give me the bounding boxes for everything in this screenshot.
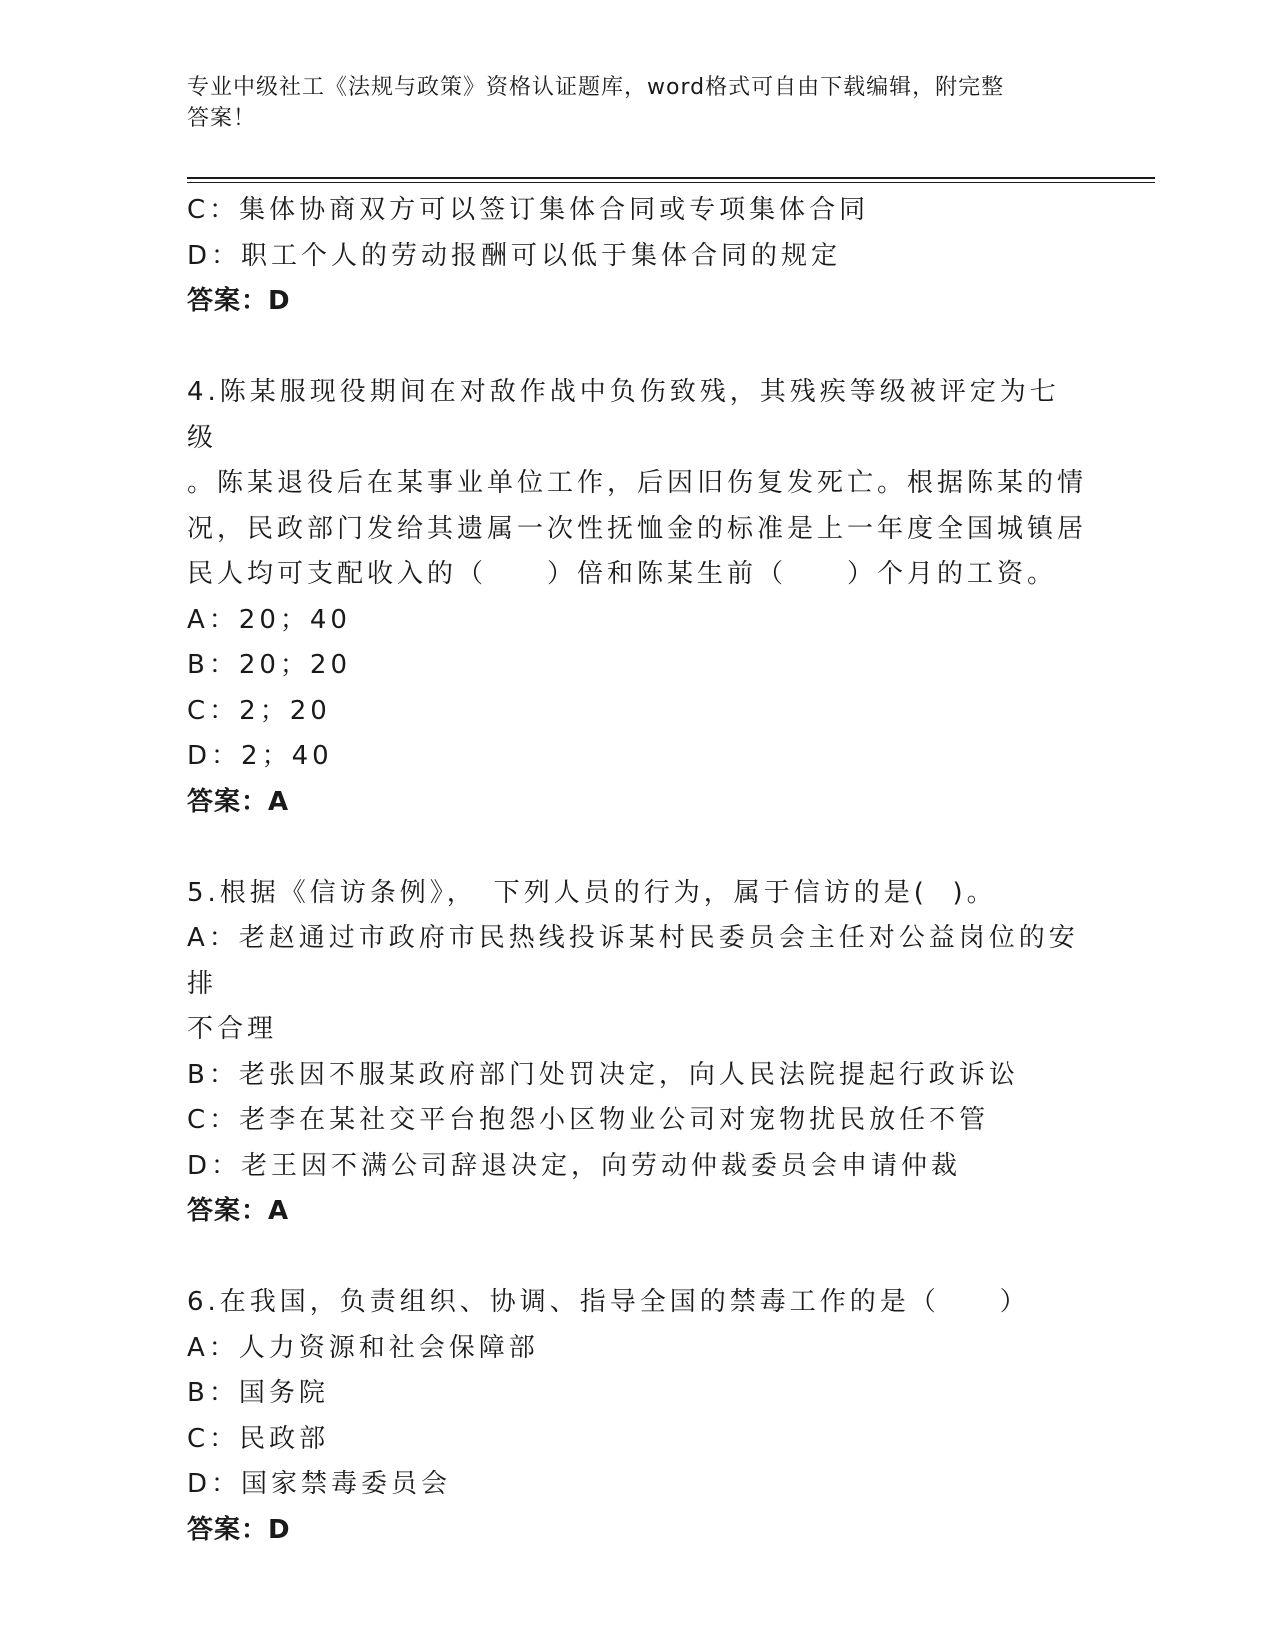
option-a: A：老赵通过市政府市民热线投诉某村民委员会主任对公益岗位的安排 — [187, 923, 1079, 999]
header-divider-thick — [187, 177, 1155, 179]
option-b: B：老张因不服某政府部门处罚决定，向人民法院提起行政诉讼 — [187, 1059, 1019, 1090]
spacer — [187, 1235, 1087, 1281]
option-d: D：2；40 — [187, 741, 333, 771]
answer-label: 答案：A — [187, 786, 290, 817]
spacer — [187, 825, 1087, 871]
option-d: D：国家禁毒委员会 — [187, 1469, 452, 1499]
page-header — [187, 72, 1067, 134]
option-b: B：国务院 — [187, 1378, 329, 1408]
question-stem: 6.在我国，负责组织、协调、指导全国的禁毒工作的是（ ） — [187, 1287, 1030, 1317]
option-d: D：职工个人的劳动报酬可以低于集体合同的规定 — [187, 240, 842, 271]
option-b: B：20；20 — [187, 650, 352, 680]
option-c: C：集体协商双方可以签订集体合同或专项集体合同 — [187, 195, 870, 225]
header-divider-thin — [187, 182, 1155, 183]
question-stem-line: 况，民政部门发给其遗属一次性抚恤金的标准是上一年度全国城镇居 — [187, 513, 1088, 544]
answer-label: 答案：D — [187, 1514, 291, 1545]
answer-label: 答案：D — [187, 286, 291, 316]
question-6 — [187, 1280, 1087, 1553]
header-line-1: 专业中级社工《法规与政策》资格认证题库，word格式可自由下载编辑，附完整 — [187, 75, 1005, 100]
answer-label: 答案：A — [187, 1196, 290, 1226]
option-a: A：20；40 — [187, 604, 351, 635]
question-stem-line: 。陈某退役后在某事业单位工作，后因旧伤复发死亡。根据陈某的情 — [187, 468, 1088, 498]
header-line-2: 答案！ — [187, 106, 257, 131]
option-d: D：老王因不满公司辞退决定，向劳动仲裁委员会申请仲裁 — [187, 1150, 962, 1181]
question-4 — [187, 370, 1087, 825]
question-stem: 5.根据《信访条例》， 下列人员的行为，属于信访的是( )。 — [187, 877, 997, 908]
option-c: C：民政部 — [187, 1423, 330, 1454]
question-5 — [187, 871, 1087, 1235]
question-3-tail — [187, 188, 1087, 325]
option-a: A：人力资源和社会保障部 — [187, 1332, 539, 1363]
option-c: C：2；20 — [187, 695, 331, 726]
question-list — [187, 188, 1087, 1553]
question-stem-line: 4.陈某服现役期间在对敌作战中负伤致残，其残疾等级被评定为七级 — [187, 377, 1060, 453]
option-a-continued: 不合理 — [187, 1014, 278, 1044]
option-c: C：老李在某社交平台抱怨小区物业公司对宠物扰民放任不管 — [187, 1105, 990, 1135]
question-stem-line: 民人均可支配收入的（ ）倍和陈某生前（ ）个月的工资。 — [187, 559, 1058, 589]
spacer — [187, 325, 1087, 371]
